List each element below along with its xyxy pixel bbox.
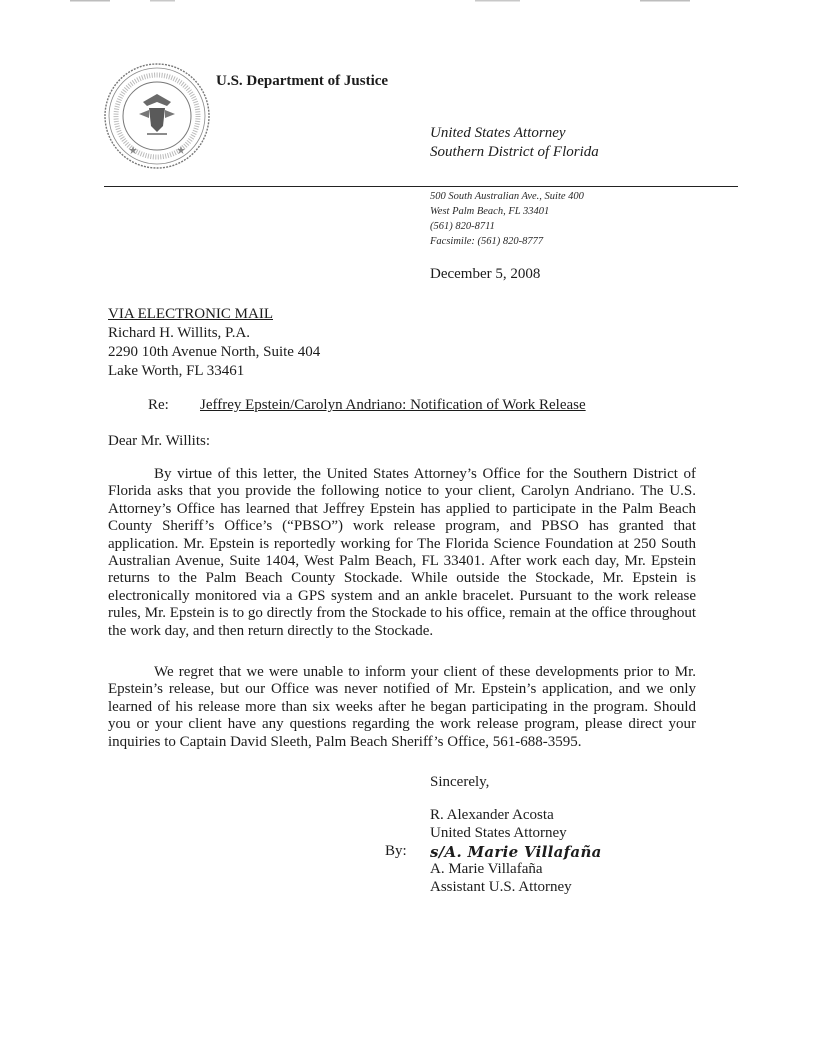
office-phone: (561) 820-8711 xyxy=(430,221,495,232)
doj-seal-icon xyxy=(103,62,211,170)
office-district: Southern District of Florida xyxy=(430,144,599,160)
signer-name: A. Marie Villafaña xyxy=(430,861,543,877)
delivery-method: VIA ELECTRONIC MAIL xyxy=(108,306,273,322)
office-fax: Facsimile: (561) 820-8777 xyxy=(430,236,544,247)
recipient-city: Lake Worth, FL 33461 xyxy=(108,363,245,379)
re-label: Re: xyxy=(148,397,169,413)
body-paragraph-1: By virtue of this letter, the United States Attorney’s Office for the Southern District of Florida asks that you provide the following notice to your client, Carolyn Andriano. The U.S. Attorney’s Office has learned that Jeffrey Epstein has applied to participate in the Palm Beach County Sheriff’s Office’s (“PBSO”) work release program, and PBSO has granted that application. Mr. Epstein is reportedly working for The Florida Science Foundation at 250 South Australian Avenue, Suite 1404, West Palm Beach, FL 33401. After work each day, Mr. Epstein returns to the Palm Beach County Stockade. While outside the Stockade, Mr. Epstein is electronically monitored via a GPS system and an ankle bracelet. Pursuant to the work release rules, Mr. Epstein is to go directly from the Stockade to his office, remain at the office throughout the work day, and then return directly to the Stockade. xyxy=(108,466,696,639)
recipient-name: Richard H. Willits, P.A. xyxy=(108,325,251,341)
letterhead-divider xyxy=(104,186,738,187)
office-title: United States Attorney xyxy=(430,125,566,141)
signatory-title: United States Attorney xyxy=(430,825,567,841)
electronic-signature: s/A. Marie Villafaña xyxy=(430,843,602,861)
signatory-name: R. Alexander Acosta xyxy=(430,807,554,823)
signer-title: Assistant U.S. Attorney xyxy=(430,879,572,895)
closing: Sincerely, xyxy=(430,774,490,790)
re-subject: Jeffrey Epstein/Carolyn Andriano: Notification of Work Release xyxy=(200,397,586,413)
scan-edge-marks xyxy=(0,0,817,3)
by-label: By: xyxy=(385,843,407,859)
salutation: Dear Mr. Willits: xyxy=(108,433,211,449)
agency-name: U.S. Department of Justice xyxy=(216,73,389,89)
office-city: West Palm Beach, FL 33401 xyxy=(430,206,550,217)
body-paragraph-2: We regret that we were unable to inform your client of these developments prior to Mr. Epstein’s release, but our Office was never notified of Mr. Epstein’s application, and we only learned of his release more than six weeks after he began participating in the program. Should you or your client have any questions regarding the work release program, please direct your inquiries to Captain David Sleeth, Palm Beach Sheriff’s Office, 561-688-3595. xyxy=(108,664,696,750)
recipient-street: 2290 10th Avenue North, Suite 404 xyxy=(108,344,321,360)
office-street: 500 South Australian Ave., Suite 400 xyxy=(430,191,584,202)
letter-date: December 5, 2008 xyxy=(430,266,541,282)
